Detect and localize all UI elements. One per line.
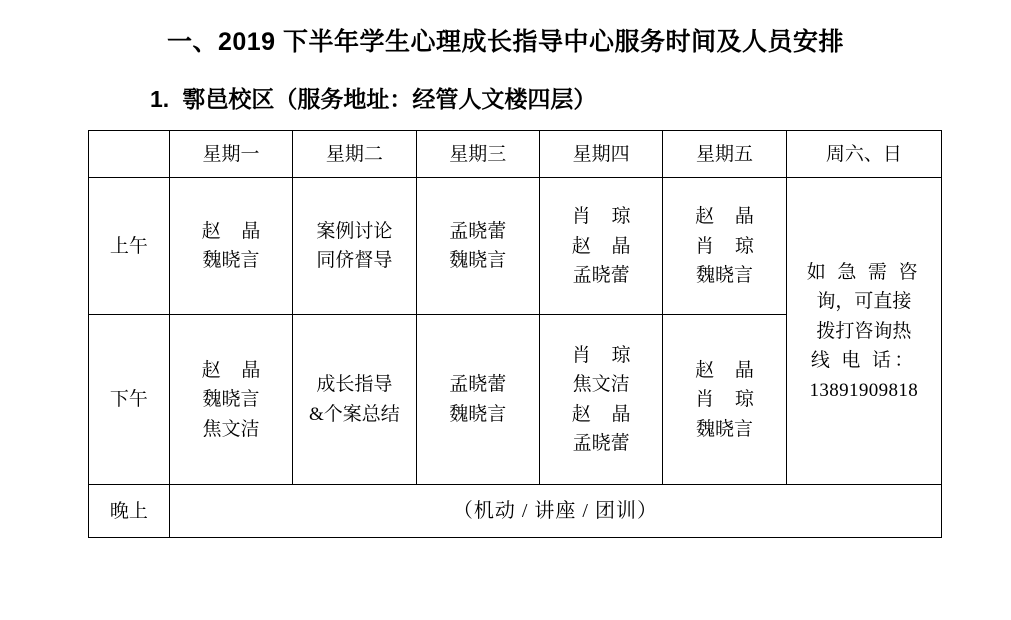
cell-line: 肖 琼 [571, 345, 639, 367]
cell-line: 肖 琼 [695, 235, 762, 257]
cell-afternoon-tuesday [293, 315, 416, 485]
row-label-morning: 上午 [89, 178, 170, 315]
cell-morning-tuesday [293, 178, 416, 315]
header-cell-thursday: 星期四 [539, 131, 662, 178]
header-cell-wednesday: 星期三 [416, 131, 539, 178]
section-heading [0, 85, 1011, 115]
header-cell-corner [89, 131, 170, 178]
cell-line: 赵 晶 [571, 403, 639, 425]
weekend-note-line: 询，可直接 [816, 291, 912, 313]
header-cell-monday: 星期一 [169, 131, 292, 178]
weekend-note-line: 拨打咨询热 [816, 320, 912, 342]
header-cell-friday: 星期五 [663, 131, 786, 178]
cell-line: 魏晓言 [449, 250, 507, 272]
cell-weekend-note [786, 178, 941, 485]
cell-line: 案例讨论 [316, 220, 393, 242]
cell-line: 孟晓蕾 [572, 433, 630, 455]
header-cell-tuesday: 星期二 [293, 131, 416, 178]
cell-evening-note: （机动 / 讲座 / 团训） [169, 485, 941, 538]
cell-line: 赵 晶 [695, 206, 762, 228]
section-number: 1. [150, 85, 170, 112]
cell-line: 孟晓蕾 [449, 374, 507, 396]
cell-line: 肖 琼 [571, 206, 639, 228]
cell-morning-friday [663, 178, 786, 315]
weekend-note-line: 线 电 话： [810, 350, 917, 372]
cell-line: 魏晓言 [202, 389, 260, 411]
cell-line: 赵 晶 [571, 235, 639, 257]
cell-line: 赵 晶 [201, 220, 269, 242]
cell-line: 赵 晶 [201, 359, 269, 381]
schedule-table-wrapper [88, 130, 942, 538]
table-row [89, 485, 942, 538]
cell-line: 魏晓言 [696, 418, 754, 440]
cell-line: 赵 晶 [695, 359, 762, 381]
cell-morning-thursday [539, 178, 662, 315]
cell-line: 焦文洁 [202, 418, 260, 440]
cell-line: 肖 琼 [695, 389, 762, 411]
weekend-note-line: 如 急 需 咨 [806, 261, 921, 283]
cell-line: 魏晓言 [696, 265, 754, 287]
cell-line: 魏晓言 [449, 403, 507, 425]
table-row [89, 178, 942, 315]
cell-afternoon-monday [169, 315, 292, 485]
cell-line: 成长指导 [316, 374, 393, 396]
row-label-evening: 晚上 [89, 485, 170, 538]
cell-line: 孟晓蕾 [449, 220, 507, 242]
cell-line: 同侪督导 [316, 250, 393, 272]
row-label-afternoon: 下午 [89, 315, 170, 485]
cell-line: &个案总结 [309, 403, 400, 425]
header-cell-weekend: 周六、日 [786, 131, 941, 178]
page-title: 一、2019 下半年学生心理成长指导中心服务时间及人员安排 [166, 28, 845, 56]
cell-line: 魏晓言 [202, 250, 260, 272]
document-page [0, 26, 1011, 620]
cell-afternoon-wednesday [416, 315, 539, 485]
cell-afternoon-thursday [539, 315, 662, 485]
schedule-table [88, 130, 942, 538]
cell-line: 孟晓蕾 [572, 265, 630, 287]
weekend-note-phone: 13891909818 [809, 379, 919, 401]
table-header-row [89, 131, 942, 178]
cell-morning-monday [169, 178, 292, 315]
section-title: 鄠邑校区（服务地址：经管人文楼四层） [182, 85, 597, 112]
cell-morning-wednesday [416, 178, 539, 315]
cell-afternoon-friday [663, 315, 786, 485]
cell-line: 焦文洁 [572, 374, 630, 396]
